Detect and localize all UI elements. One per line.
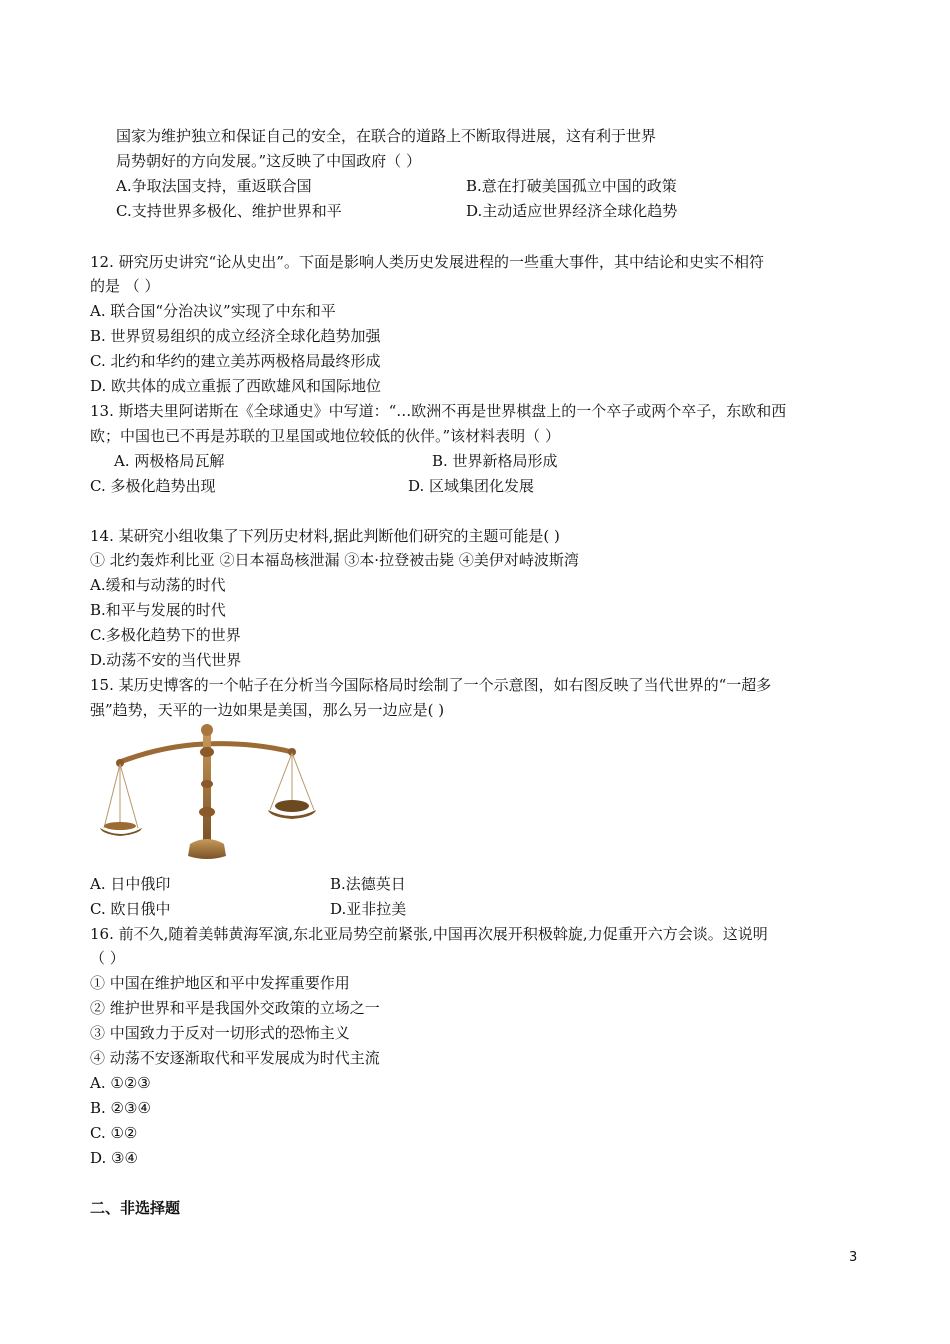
q16-stem-line2: （ ）	[90, 949, 125, 967]
q15-stem-line2: 强”趋势，天平的一边如果是美国，那么另一边应是( )	[90, 701, 445, 719]
page-number: 3	[849, 1250, 858, 1265]
q13-option-b: B. 世界新格局形成	[432, 452, 558, 470]
q16-stem-line1: 16. 前不久,随着美韩黄海军演,东北亚局势空前紧张,中国再次展开积极斡旋,力促重开六方会谈。这说明	[90, 925, 768, 943]
q11-text-line2: 局势朝好的方向发展。”这反映了中国政府（ ）	[116, 152, 421, 170]
q11-option-a: A.争取法国支持，重返联合国	[116, 177, 312, 195]
q12-option-b: B. 世界贸易组织的成立经济全球化趋势加强	[90, 327, 381, 345]
balance-scale-image	[92, 722, 322, 864]
q14-option-b: B.和平与发展的时代	[90, 601, 226, 619]
q14-option-c: C.多极化趋势下的世界	[90, 626, 241, 644]
q11-text-line1: 国家为维护独立和保证自己的安全，在联合的道路上不断取得进展，这有利于世界	[116, 127, 657, 145]
q12-option-a: A. 联合国“分治决议”实现了中东和平	[90, 302, 336, 320]
q16-option-d: D. ③④	[90, 1149, 138, 1167]
q14-stem-line1: 14. 某研究小组收集了下列历史材料,据此判断他们研究的主题可能是( )	[90, 527, 560, 545]
q15-option-a: A. 日中俄印	[90, 875, 171, 893]
q13-stem-line2: 欧；中国也已不再是苏联的卫星国或地位较低的伙伴。”该材料表明（ ）	[90, 427, 560, 445]
q11-option-c: C.支持世界多极化、维护世界和平	[116, 202, 342, 220]
q12-stem-line1: 12. 研究历史讲究“论从史出”。下面是影响人类历史发展进程的一些重大事件，其中结论和史实不相符	[90, 253, 764, 271]
q11-option-b: B.意在打破美国孤立中国的政策	[466, 177, 677, 195]
q16-statement-3: ③ 中国致力于反对一切形式的恐怖主义	[90, 1024, 350, 1042]
q12-option-c: C. 北约和华约的建立美苏两极格局最终形成	[90, 352, 381, 370]
q14-materials: ① 北约轰炸利比亚 ②日本福岛核泄漏 ③本·拉登被击毙 ④美伊对峙波斯湾	[90, 551, 579, 569]
q13-option-d: D. 区域集团化发展	[408, 477, 535, 495]
q12-option-d: D. 欧共体的成立重振了西欧雄风和国际地位	[90, 377, 382, 395]
q12-stem-line2: 的是 （ ）	[90, 277, 160, 295]
section-heading: 二、非选择题	[90, 1199, 181, 1217]
q15-option-b: B.法德英日	[330, 875, 406, 893]
q16-statement-1: ① 中国在维护地区和平中发挥重要作用	[90, 974, 350, 992]
q13-option-c: C. 多极化趋势出现	[90, 477, 216, 495]
q15-stem-line1: 15. 某历史博客的一个帖子在分析当今国际格局时绘制了一个示意图，如右图反映了当代世界的“一超多	[90, 676, 772, 694]
q15-option-c: C. 欧日俄中	[90, 900, 171, 918]
q14-option-a: A.缓和与动荡的时代	[90, 576, 226, 594]
q13-option-a: A. 两极格局瓦解	[114, 452, 225, 470]
q16-option-b: B. ②③④	[90, 1099, 151, 1117]
q16-option-a: A. ①②③	[90, 1074, 151, 1092]
q11-option-d: D.主动适应世界经济全球化趋势	[466, 202, 678, 220]
q16-statement-4: ④ 动荡不安逐渐取代和平发展成为时代主流	[90, 1049, 380, 1067]
q16-option-c: C. ①②	[90, 1124, 138, 1142]
q15-option-d: D.亚非拉美	[330, 900, 407, 918]
q16-statement-2: ② 维护世界和平是我国外交政策的立场之一	[90, 999, 380, 1017]
q14-option-d: D.动荡不安的当代世界	[90, 651, 242, 669]
q13-stem-line1: 13. 斯塔夫里阿诺斯在《全球通史》中写道：“…欧洲不再是世界棋盘上的一个卒子或两个卒子，东欧和西	[90, 402, 787, 420]
